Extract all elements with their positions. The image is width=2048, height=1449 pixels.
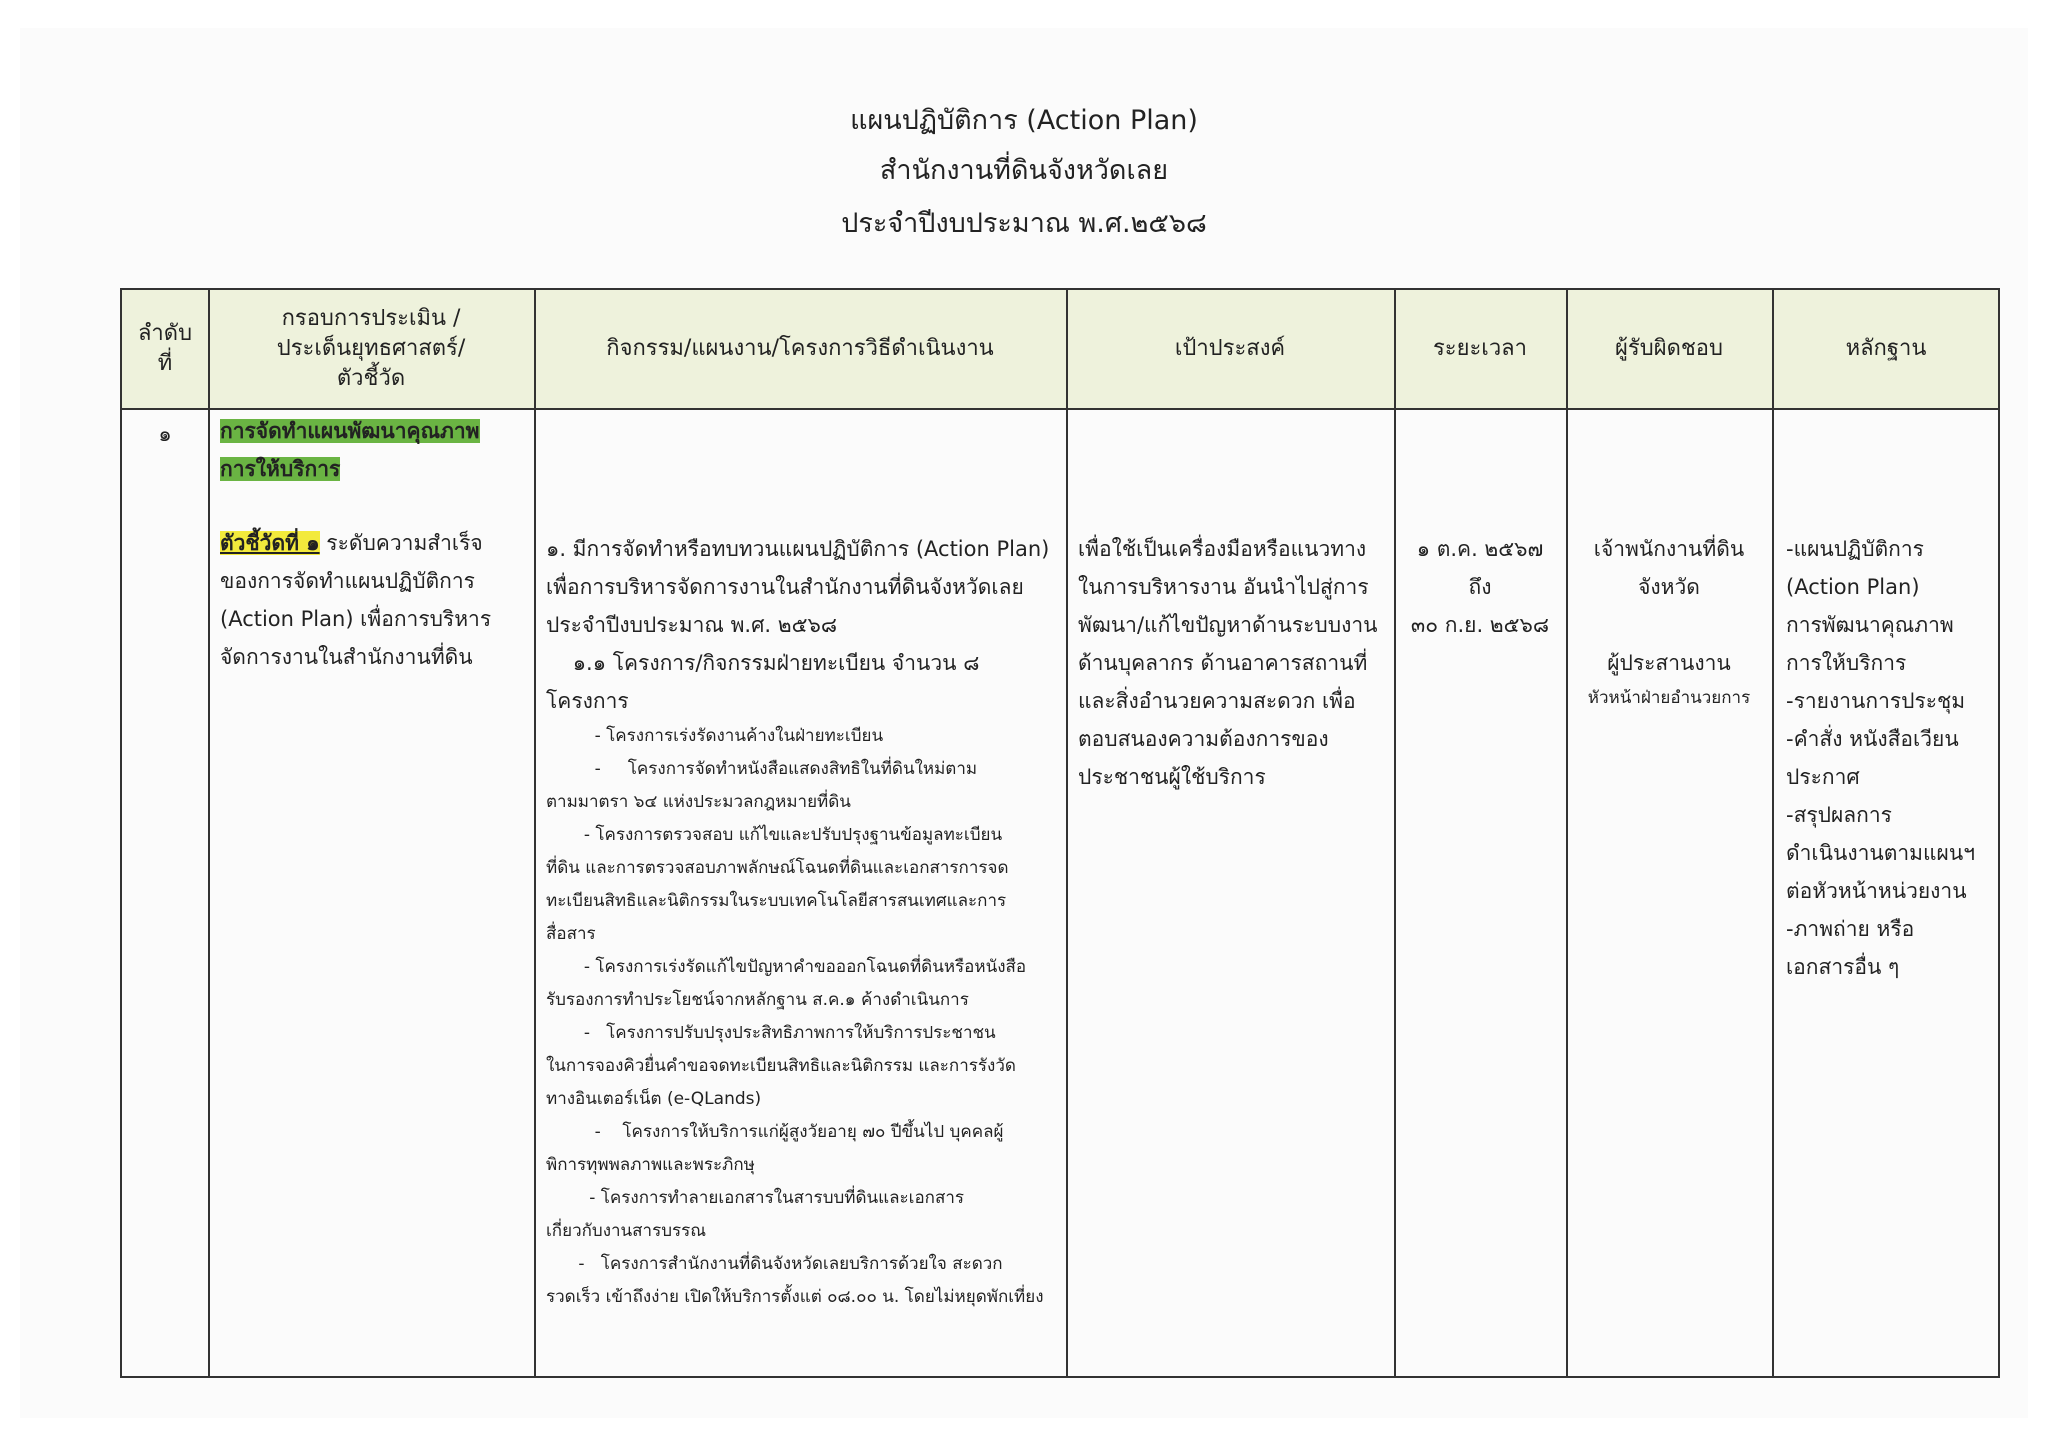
column-divider bbox=[1066, 290, 1068, 1376]
activities-main: ๑. มีการจัดทำหรือทบทวนแผนปฏิบัติการ (Action Plan) เพื่อการบริหารจัดการงานในสำนักงานที่ดินจังหวัดเลย ประจำปีงบประมาณ พ.ศ. ๒๕๖๘ ๑.๑ โครงการ/กิจกรรมฝ่ายทะเบียน จำนวน ๘ โครงการ bbox=[546, 537, 1050, 713]
header-activities: กิจกรรม/แผนงาน/โครงการวิธีดำเนินงาน bbox=[606, 336, 994, 361]
header-responsible: ผู้รับผิดชอบ bbox=[1615, 336, 1723, 361]
column-divider bbox=[208, 290, 210, 1376]
framework-title: การจัดทำแผนพัฒนาคุณภาพ การให้บริการ bbox=[220, 419, 480, 481]
header-order: ลำดับ ที่ bbox=[137, 321, 193, 376]
column-divider bbox=[534, 290, 536, 1376]
action-plan-table bbox=[120, 288, 2000, 1378]
header-period: ระยะเวลา bbox=[1432, 336, 1528, 361]
office-name: สำนักงานที่ดินจังหวัดเลย bbox=[879, 155, 1169, 186]
column-divider bbox=[1772, 290, 1774, 1376]
objective-cell: เพื่อใช้เป็นเครื่องมือหรือแนวทาง ในการบริหารงาน อันนำไปสู่การ พัฒนา/แก้ไขปัญหาด้านระบบงาน ด้านบุคลากร ด้านอาคารสถานที่ และสิ่งอำนวยความสะดวก เพื่อ ตอบสนองความต้องการของ ประชาชนผู้ใช้บริการ bbox=[1078, 537, 1378, 789]
indicator-label: ตัวชี้วัดที่ ๑ bbox=[220, 531, 320, 555]
header-objective: เป้าประสงค์ bbox=[1174, 336, 1286, 361]
header-evidence: หลักฐาน bbox=[1845, 336, 1927, 361]
activities-cell bbox=[546, 530, 1066, 1314]
activities-sub-list: - โครงการเร่งรัดงานค้างในฝ่ายทะเบียน - โครงการจัดทำหนังสือแสดงสิทธิในที่ดินใหม่ตาม ตามมาตรา ๖๔ แห่งประมวลกฎหมายที่ดิน - โครงการตรวจสอบ แก้ไขและปรับปรุงฐานข้อมูลทะเบียน ที่ดิน และการตรวจสอบภาพลักษณ์โฉนดที่ดินและเอกสารการจด ทะเบียนสิทธิและนิติกรรมในระบบเทคโนโลยีสารสนเทศและการ สื่อสาร - โครงการเร่งรัดแก้ไขปัญหาคำขอออกโฉนดที่ดินหรือหนังสือ รับรองการทำประโยชน์จากหลักฐาน ส.ค.๑ ค้างดำเนินการ - โครงการปรับปรุงประสิทธิภาพการให้บริการประชาชน ในการจองคิวยื่นคำขอจดทะเบียนสิทธิและนิติกรรม และการรังวัด ทางอินเตอร์เน็ต (e-QLands) - โครงการให้บริการแก่ผู้สูงวัยอายุ ๗๐ ปีขึ้นไป บุคคลผู้ พิการทุพพลภาพและพระภิกษุ - โครงการทำลายเอกสารในสารบบที่ดินและเอกสาร เกี่ยวกับงานสารบรรณ - โครงการสำนักงานที่ดินจังหวัดเลยบริการด้วยใจ สะดวก รวดเร็ว เข้าถึงง่าย เปิดให้บริการตั้งแต่ ๐๘.๐๐ น. โดยไม่หยุดพักเที่ยง bbox=[546, 726, 1044, 1307]
responsible-cell: เจ้าพนักงานที่ดิน จังหวัด ผู้ประสานงาน หัวหน้าฝ่ายอำนวยการ bbox=[1566, 530, 1772, 715]
row-order: ๑ bbox=[158, 422, 172, 446]
fiscal-year: ประจำปีงบประมาณ พ.ศ.๒๕๖๘ bbox=[841, 208, 1207, 239]
responsible-coordinator-title: หัวหน้าฝ่ายอำนวยการ bbox=[1587, 688, 1751, 708]
header-framework: กรอบการประเมิน / ประเด็นยุทธศาสตร์/ ตัวชี้วัด bbox=[276, 306, 466, 391]
column-divider bbox=[1566, 290, 1568, 1376]
framework-cell bbox=[220, 412, 530, 676]
indicator-text: ตัวชี้วัดที่ ๑ ระดับความสำเร็จ ของการจัดทำแผนปฏิบัติการ (Action Plan) เพื่อการบริหาร จัดการงานในสำนักงานที่ดิน bbox=[220, 531, 492, 669]
column-divider bbox=[1394, 290, 1396, 1376]
period-cell: ๑ ต.ค. ๒๕๖๗ ถึง ๓๐ ก.ย. ๒๕๖๘ bbox=[1410, 537, 1550, 637]
document-title: แผนปฏิบัติการ (Action Plan) bbox=[850, 105, 1198, 136]
evidence-cell: -แผนปฏิบัติการ (Action Plan) การพัฒนาคุณภาพ การให้บริการ -รายงานการประชุม -คำสั่ง หนังสือเวียน ประกาศ -สรุปผลการ ดำเนินงานตามแผนฯ ต่อหัวหน้าหน่วยงาน -ภาพถ่าย หรือ เอกสารอื่น ๆ bbox=[1786, 537, 1975, 979]
document-page bbox=[20, 28, 2028, 1418]
